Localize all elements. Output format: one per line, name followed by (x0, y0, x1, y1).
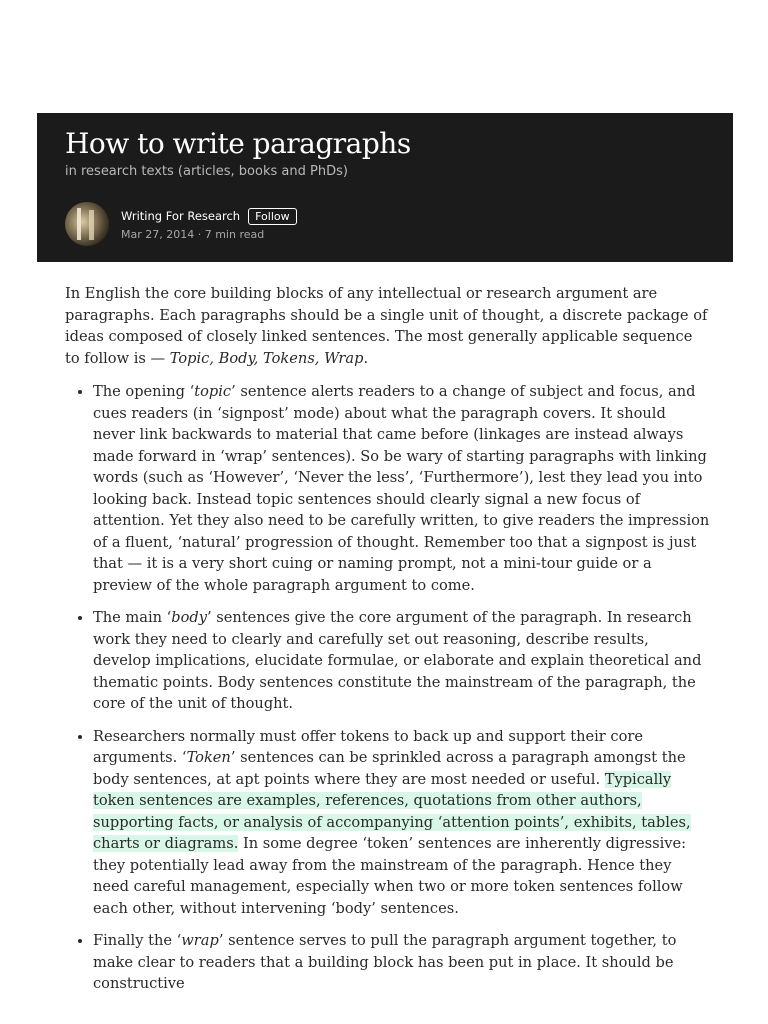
intro-text: In English the core building blocks of any intellectual or research argument are paragraphs. Each paragraphs should be a single unit of thought, a discrete package of ideas composed of closely linked sentences. The most generally applicable sequence to follow is — (65, 285, 708, 367)
intro-end: . (363, 349, 369, 367)
list-item-wrap (93, 930, 710, 995)
topic-term: topic (194, 383, 232, 400)
author-line (121, 208, 297, 225)
intro-paragraph (65, 283, 710, 369)
list-item-body (93, 607, 710, 715)
sentence-types-list (65, 381, 710, 995)
author-name[interactable]: Writing For Research (121, 209, 241, 223)
tokens-term: Token (186, 749, 231, 766)
list-item-topic (93, 381, 710, 596)
tokens-post: In some degree ‘token’ sentences are inherently digressive: they potentially lead away from the mainstream of the paragraph. Hence they need careful management, especially when two or more token sentences follow each other, without intervening ‘body’ sentences. (93, 835, 687, 917)
article-body (65, 283, 710, 1006)
intro-sequence: Topic, Body, Tokens, Wrap (169, 349, 364, 367)
tokens-pre: Researchers normally must offer tokens to back up and support their core arguments. ‘ (93, 727, 643, 766)
topic-post: ’ sentence alerts readers to a change of subject and focus, and cues readers (in ‘signpost’ mode) about what the paragraph covers. It should never link backwards to material that came before (linkages are instead always made forward in ‘wrap’ sentences). So be wary of starting paragraphs with linking words (such as ‘However’, ‘Never the less’, ‘Furthermore’), lest they lead you into looking back. Instead topic sentences should clearly signal a new focus of attention. Yet they also need to be carefully written, to give readers the impression of a fluent, ‘natural’ progression of thought. Remember too that a signpost is just that — it is a very short cuing or naming prompt, not a mini-tour guide or a preview of the whole paragraph argument to come. (93, 383, 710, 594)
list-item-tokens (93, 726, 710, 920)
body-term: body (171, 609, 208, 626)
wrap-term: wrap (181, 932, 219, 949)
article-header (37, 113, 733, 262)
topic-pre: The opening ‘ (93, 383, 195, 400)
article-title: How to write paragraphs (65, 127, 411, 160)
body-post: ’ sentences give the core argument of the paragraph. In research work they need to clearly and carefully set out reasoning, describe results, develop implications, elucidate formulae, or elaborate and explain theoretical and thematic points. Body sentences constitute the mainstream of the paragraph, the core of the unit of thought. (93, 609, 702, 712)
article-meta: Mar 27, 2014 · 7 min read (121, 227, 265, 241)
tokens-mid: ’ sentences can be sprinkled across a paragraph amongst the body sentences, at apt points where they are most needed or useful. (93, 749, 686, 788)
wrap-post: ’ sentence serves to pull the paragraph argument together, to make clear to readers that a building block has been put in place. It should be constructive (93, 932, 677, 992)
avatar[interactable] (65, 202, 109, 246)
author-info (121, 208, 297, 241)
body-pre: The main ‘ (93, 609, 172, 626)
wrap-pre: Finally the ‘ (93, 932, 182, 949)
follow-button[interactable]: Follow (248, 208, 297, 225)
article-subtitle: in research texts (articles, books and PhDs) (65, 164, 348, 179)
tokens-highlight[interactable]: Typically token sentences are examples, references, quotations from other authors, supporting facts, or analysis of accompanying ‘attention points’, exhibits, tables, charts or diagrams. (93, 770, 691, 852)
author-row (65, 202, 297, 246)
